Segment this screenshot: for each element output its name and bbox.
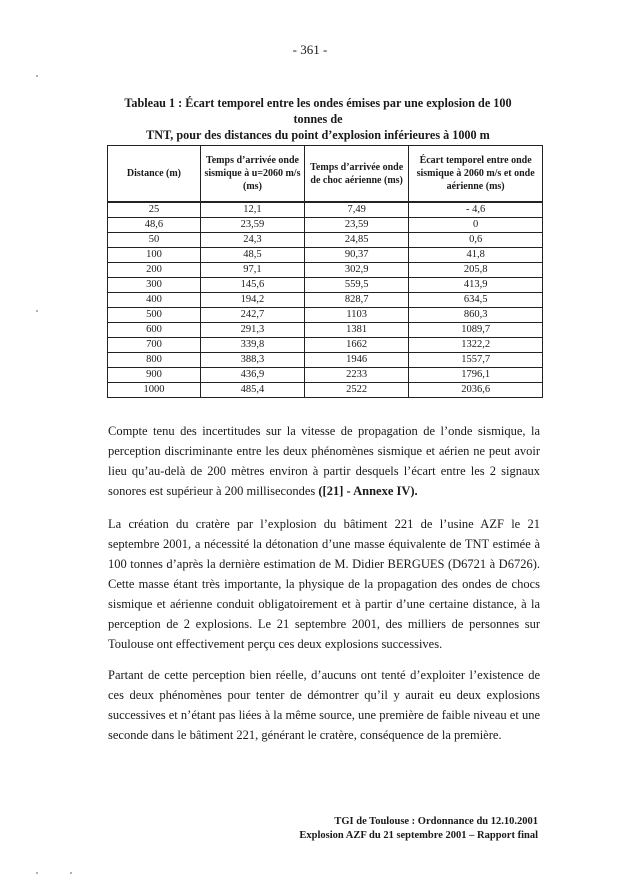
table-row <box>108 263 543 278</box>
paragraph-perception-text: Compte tenu des incertitudes sur la vitesse de propagation de l’onde sismique, la perception discriminante entre les deux phénomènes sismique et aérien ne peut avoir lieu qu’au-delà de 200 mètres environ à partir desquels l’écart entre les 2 signaux sonores est supérieur à 200 millisecondes <box>108 424 540 498</box>
table-row <box>108 233 543 248</box>
table-cell: 339,8 <box>200 338 304 353</box>
table-row <box>108 383 543 398</box>
table-cell: 50 <box>108 233 201 248</box>
table-body <box>108 202 543 398</box>
table-cell: 48,5 <box>200 248 304 263</box>
header-time-gap: Écart temporel entre onde sismique à 2060 m/s et onde aérienne (ms) <box>409 146 543 203</box>
table-cell: 413,9 <box>409 278 543 293</box>
table-row <box>108 353 543 368</box>
table-title-line2: TNT, pour des distances du point d’explosion inférieures à 1000 m <box>146 128 490 142</box>
table-cell: 12,1 <box>200 202 304 218</box>
table-cell: 1322,2 <box>409 338 543 353</box>
scan-speck <box>70 872 72 874</box>
table-cell: 1946 <box>305 353 409 368</box>
table-cell: 400 <box>108 293 201 308</box>
table-cell: 500 <box>108 308 201 323</box>
table-cell: 24,3 <box>200 233 304 248</box>
scan-speck <box>36 310 38 312</box>
table-cell: 1557,7 <box>409 353 543 368</box>
scan-speck <box>36 872 38 874</box>
table-cell: 2036,6 <box>409 383 543 398</box>
page-number: - 361 - <box>292 42 328 57</box>
table-cell: 97,1 <box>200 263 304 278</box>
table-cell: 2522 <box>305 383 409 398</box>
table-cell: 860,3 <box>409 308 543 323</box>
footer-line1: TGI de Toulouse : Ordonnance du 12.10.2001 <box>334 816 538 827</box>
table-cell: 436,9 <box>200 368 304 383</box>
header-seismic-arrival: Temps d’arrivée onde sismique à u=2060 m/s (ms) <box>200 146 304 203</box>
footer <box>299 815 538 843</box>
table-cell: 0,6 <box>409 233 543 248</box>
table-cell: 1381 <box>305 323 409 338</box>
table-cell: 100 <box>108 248 201 263</box>
table-row <box>108 278 543 293</box>
scan-speck <box>36 75 38 77</box>
table-cell: 800 <box>108 353 201 368</box>
table-cell: 90,37 <box>305 248 409 263</box>
table-cell: 485,4 <box>200 383 304 398</box>
table-cell: 302,9 <box>305 263 409 278</box>
table-cell: 1796,1 <box>409 368 543 383</box>
table-cell: 0 <box>409 218 543 233</box>
table-cell: 700 <box>108 338 201 353</box>
table-cell: 634,5 <box>409 293 543 308</box>
paragraph-perception <box>108 421 540 501</box>
table-cell: 48,6 <box>108 218 201 233</box>
table-cell: 559,5 <box>305 278 409 293</box>
table-cell: 41,8 <box>409 248 543 263</box>
paragraph-perception-reference: ([21] - Annexe IV). <box>318 484 418 498</box>
table-header-row <box>108 146 543 203</box>
table-title <box>108 95 528 143</box>
paragraph-two-explosions: Partant de cette perception bien réelle, d’aucuns ont tenté d’exploiter l’existence de ces deux phénomènes pour tenter de démontrer qu’il y aurait eu deux explosions successives et n’étant pas liées à la même source, une première de faible niveau et une seconde dans le bâtiment 221, générant le cratère, conséquence de la première. <box>108 668 540 742</box>
table-cell: 7,49 <box>305 202 409 218</box>
table-cell: 24,85 <box>305 233 409 248</box>
table-row <box>108 293 543 308</box>
table-cell: 23,59 <box>305 218 409 233</box>
table-title-line1: Tableau 1 : Écart temporel entre les ondes émises par une explosion de 100 tonnes de <box>124 96 512 126</box>
table-cell: 1089,7 <box>409 323 543 338</box>
table-row <box>108 202 543 218</box>
table-row <box>108 368 543 383</box>
table-cell: 205,8 <box>409 263 543 278</box>
table-cell: 1000 <box>108 383 201 398</box>
footer-line2: Explosion AZF du 21 septembre 2001 – Rapport final <box>299 830 538 841</box>
table-cell: 900 <box>108 368 201 383</box>
table-cell: 291,3 <box>200 323 304 338</box>
table-cell: 600 <box>108 323 201 338</box>
table-cell: 25 <box>108 202 201 218</box>
table-cell: 200 <box>108 263 201 278</box>
table-cell: 388,3 <box>200 353 304 368</box>
table-cell: 145,6 <box>200 278 304 293</box>
table-row <box>108 218 543 233</box>
header-distance: Distance (m) <box>108 146 201 203</box>
header-air-arrival: Temps d’arrivée onde de choc aérienne (ms) <box>305 146 409 203</box>
paragraph-crater: La création du cratère par l’explosion du bâtiment 221 de l’usine AZF le 21 septembre 2001, a nécessité la détonation d’une masse équivalente de TNT estimée à 100 tonnes d’après la dernière estimation de M. Didier BERGUES (D6721 à D6726). Cette masse étant très importante, la physique de la propagation des ondes de chocs sismique et aérienne conduit obligatoirement et à partir d’une certaine distance, à la perception de 2 explosions. Le 21 septembre 2001, des milliers de personnes sur Toulouse ont effectivement perçu ces deux explosions successives. <box>108 517 540 651</box>
table-cell: 242,7 <box>200 308 304 323</box>
table-row <box>108 308 543 323</box>
data-table <box>107 145 543 398</box>
table-cell: 828,7 <box>305 293 409 308</box>
table-cell: 300 <box>108 278 201 293</box>
table-row <box>108 248 543 263</box>
table-cell: 23,59 <box>200 218 304 233</box>
table-row <box>108 323 543 338</box>
table-cell: - 4,6 <box>409 202 543 218</box>
table-cell: 1103 <box>305 308 409 323</box>
table-cell: 1662 <box>305 338 409 353</box>
table-cell: 2233 <box>305 368 409 383</box>
table-row <box>108 338 543 353</box>
table-cell: 194,2 <box>200 293 304 308</box>
